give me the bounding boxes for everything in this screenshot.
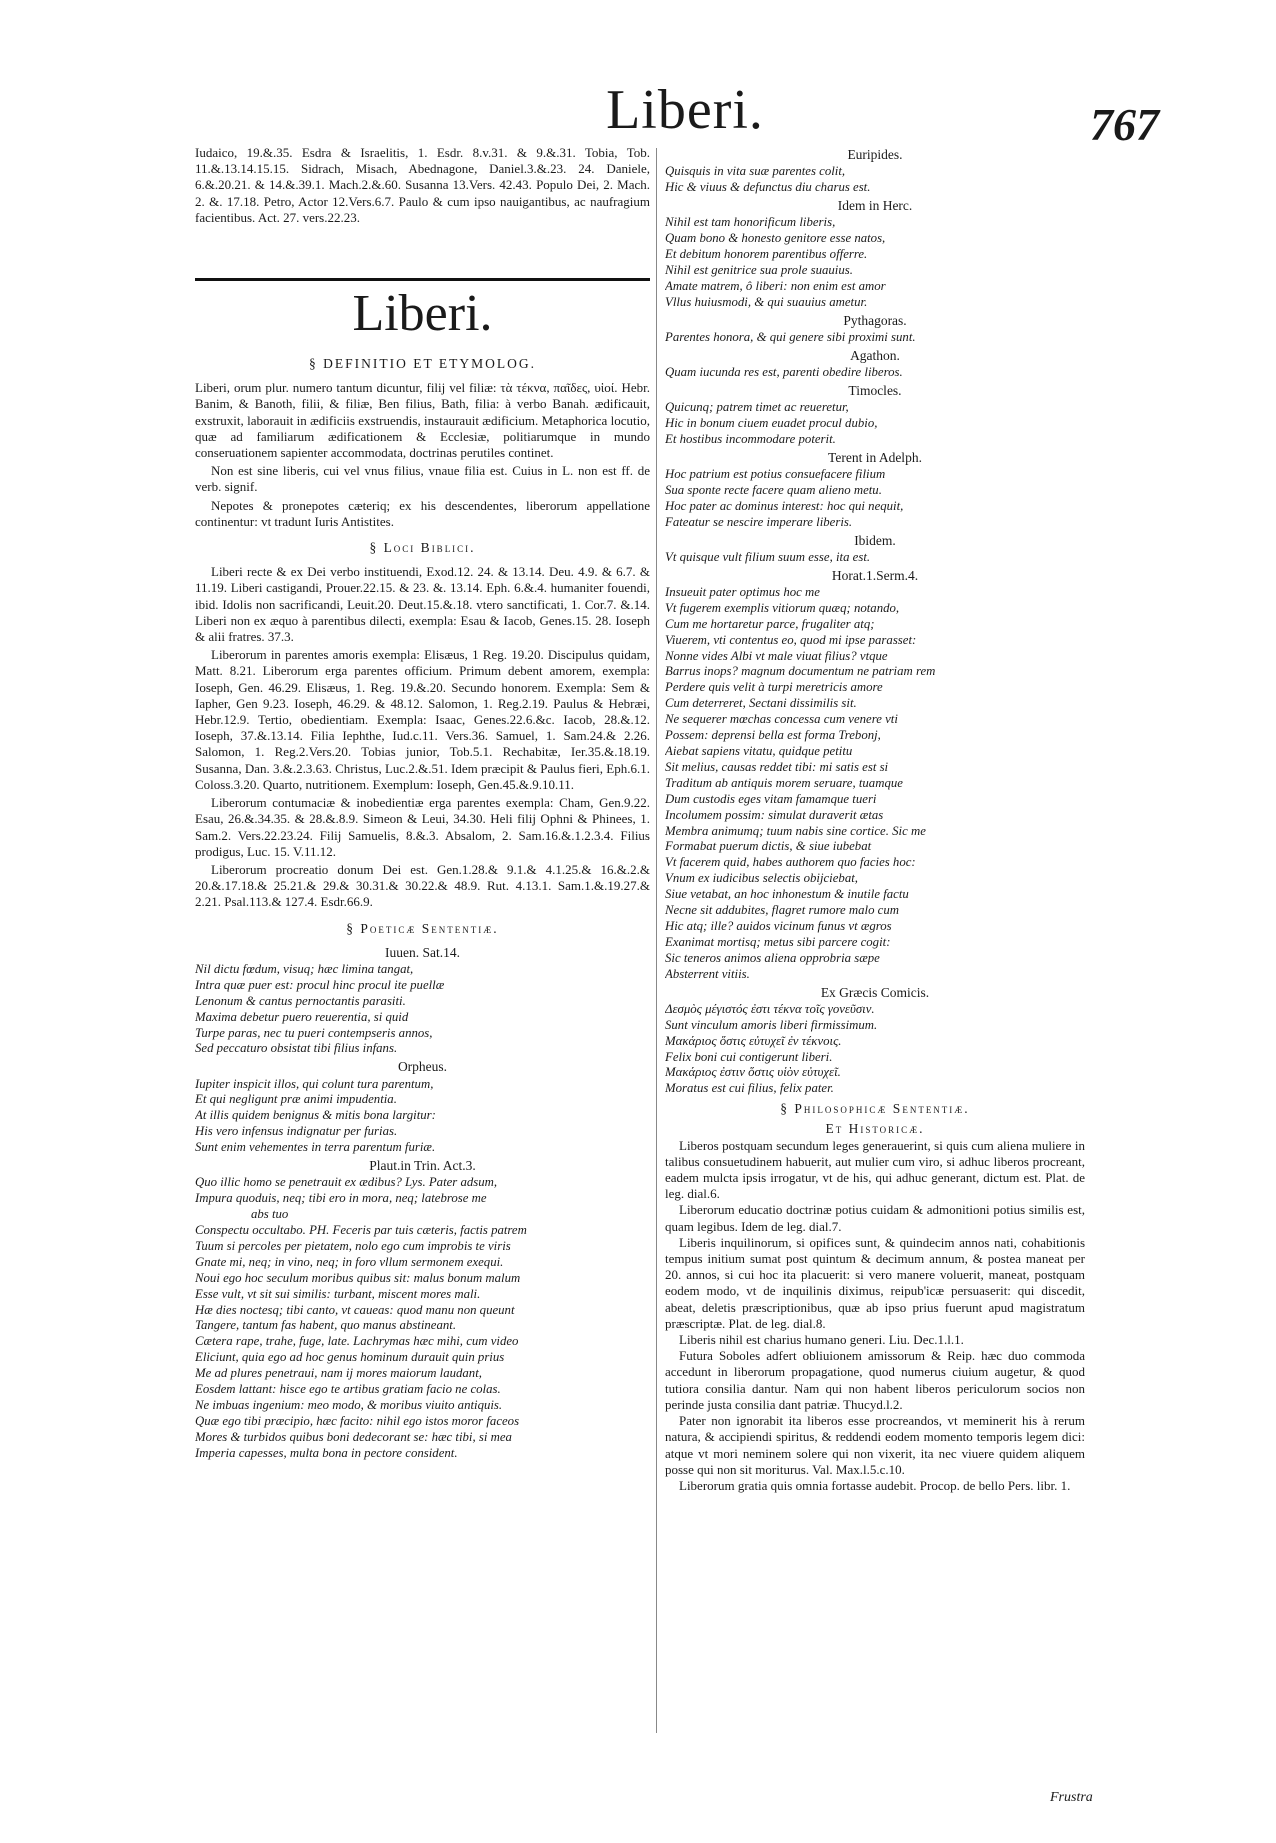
verse-source: Timocles. <box>848 382 902 398</box>
verse-line: Iupiter inspicit illos, qui colunt tura parentum, <box>195 1076 434 1091</box>
verse-line: Cætera rape, trahe, fuge, late. Lachrymas hæc mihi, cum video <box>195 1334 519 1349</box>
right-column <box>665 145 1085 1494</box>
verse-line: Nihil est genitrice sua prole suauius. <box>665 262 853 277</box>
verse-line: Hic atq; ille? auidos vicinum funus vt ægros <box>665 918 892 933</box>
verse-line: Incolumem possim: simulat duraverit ætas <box>665 807 884 822</box>
loci-paragraph: Liberorum procreatio donum Dei est. Gen.1.28.& 9.1.& 4.1.25.& 16.&.2.& 20.&.17.18.& 25.21.& 29.& 30.31.& 30.22.& 48.9. Rut. 4.13.1. Sam.1.&.19.27.& 2.21. Psal.113.& 127.4. Esdr.66.9. <box>195 861 650 910</box>
prose-paragraph: Liberis nihil est charius humano generi. Liu. Dec.1.l.1. <box>679 1332 964 1348</box>
verse-line: Sic teneros animos aliena opprobria sæpe <box>665 950 880 965</box>
verse-line: Imperia capesses, multa bona in pectore consident. <box>195 1445 458 1460</box>
verse-line: Fateatur se nescire imperare liberis. <box>665 514 853 529</box>
verse-line: Mores & turbidos quibus boni dedecorant se: hæc tibi, si mea <box>195 1429 512 1444</box>
verse-source: Idem in Herc. <box>837 198 913 214</box>
verse-line: Vllus huiusmodi, & qui suauius ametur. <box>665 294 868 309</box>
loci-paragraph: Liberorum contumaciæ & inobedientiæ erga parentes exempla: Cham, Gen.9.22. Esau, 26.&.34.35. & 28.&.8.9. Simeon & Leui, 34.30. Heli filij Ophni & Phinees, 1. Sam.2. Vers.22.23.24. Filij Samuelis, 8.&.3. Absalom, 2. Sam.16.&.1.2.3.4. Filius prodigus, Luc. 15. V.11.12. <box>195 795 650 859</box>
verse-line: Quam bono & honesto genitore esse natos, <box>665 231 886 246</box>
verse-line: Μακάριος ἐστιν ὅστις υἱὸν εὐτυχεῖ. <box>665 1065 841 1080</box>
verse-line: Intra quæ puer est: procul hinc procul ite puellæ <box>195 977 445 992</box>
verse-line: Possem: deprensi bella est forma Trebonj, <box>665 728 881 743</box>
verse-line: Dum custodis eges vitam famamque tueri <box>665 791 877 806</box>
definitio-paragraph: Non est sine liberis, cui vel vnus filius, vnaue filia est. Cuius in L. non est ff. de verb. signif. <box>195 463 650 495</box>
verse-line: Hic & viuus & defunctus diu charus est. <box>665 180 871 195</box>
verse-line: Felix boni cui contigerunt liberi. <box>665 1049 833 1064</box>
verse-line: Hæ dies noctesq; tibi canto, vt caueas: quod manu non queunt <box>195 1302 515 1317</box>
prose-paragraph: Liberorum educatio doctrinæ potius cuidam & admonitioni potius similis est, quam legibus. Idem de leg. dial.7. <box>665 1202 1085 1234</box>
verse-source: Plaut.in Trin. Act.3. <box>369 1158 476 1174</box>
verse-line: Sit melius, causas reddet tibi: mi satis est si <box>665 759 889 774</box>
verse-line: Me ad plures penetraui, nam ij mores maiorum laudant, <box>195 1366 482 1381</box>
section-heading-loci: § Loci Biblici. <box>369 540 476 556</box>
verse-line: Traditum ab antiquis morem seruare, tuamque <box>665 775 903 790</box>
verse-line: Δεσμὸς μέγιστός ἐστι τέκνα τοῖς γονεῦσιν. <box>665 1001 875 1016</box>
verse-line: Vt fugerem exemplis vitiorum quæq; notando, <box>665 600 900 615</box>
verse-line: Quicunq; patrem timet ac reueretur, <box>665 400 849 415</box>
verse-line: Impura quoduis, neq; tibi ero in mora, neq; latebrose me <box>195 1191 487 1206</box>
verse-line: Nihil est tam honorificum liberis, <box>665 215 836 230</box>
prose-paragraph: Liberis inquilinorum, si opifices sunt, & quindecim annos nati, cohabitionis tempus initium sumat post quintum & decimum annum, & postea maneat per 20. annos, si cui hoc ita placuerit: si vero manere voluerit, maneat, postquam eodem modo, vt de inquilinis diximus, reipub'icæ persuaserit: qui discedit, abeat, deletis præscriptionibus, quæ ab ipso prius fuerunt apud magistratum præscriptæ. Plat. de leg. dial.8. <box>665 1234 1085 1331</box>
verse-line: Moratus est cui filius, felix pater. <box>665 1081 834 1096</box>
running-head: Liberi. <box>606 79 764 141</box>
section-heading-historicae: Et Historicæ. <box>825 1121 925 1137</box>
verse-source: Horat.1.Serm.4. <box>831 567 919 583</box>
verse-line: Siue vetabat, an hoc inhonestum & inutile factu <box>665 887 909 902</box>
prose-paragraph: Pater non ignorabit ita liberos esse procreandos, vt meminerit his à rerum natura, & accipiendi spiritus, & reddendi eodem momento temporis legem dici: atque vt mori neminem solere qui non vixerit, ita nec viuere quidem aliquem posse qui non sit moriturus. Val. Max.l.5.c.10. <box>665 1413 1085 1477</box>
verse-source: Ibidem. <box>854 532 896 548</box>
verse-line: Ne imbuas ingenium: meo modo, & moribus viuito antiquis. <box>195 1397 503 1412</box>
verse-line: Tangere, tantum fas habent, quo manus abstineant. <box>195 1318 457 1333</box>
verse-line: Eliciunt, quia ego ad hoc genus hominum durauit quin prius <box>195 1350 505 1365</box>
verse-line: His vero infensus indignatur per furias. <box>195 1124 398 1139</box>
verse-line: Quisquis in vita suæ parentes colit, <box>665 164 846 179</box>
verse-line: Eosdem lattant: hisce ego te artibus gratiam facio ne colas. <box>195 1382 501 1397</box>
verse-line: Vt facerem quid, habes authorem quo facies hoc: <box>665 855 916 870</box>
verse-line: Tuum si percoles per pietatem, nolo ego cum improbis te viris <box>195 1238 511 1253</box>
verse-line: Cum deterreret, Sectani dissimilis sit. <box>665 696 857 711</box>
verse-source: Orpheus. <box>397 1059 448 1075</box>
verse-source: Iuuen. Sat.14. <box>385 944 460 960</box>
verse-line: Nil dictu fœdum, visuq; hæc limina tangat, <box>195 961 414 976</box>
verse-line: Quæ ego tibi præcipio, hæc facito: nihil ego istos moror faceos <box>195 1413 520 1428</box>
column-divider <box>656 148 657 1733</box>
verse-line: Et debitum honorem parentibus offerre. <box>665 247 868 262</box>
verse-line: Amate matrem, ô liberi: non enim est amor <box>665 278 886 293</box>
continuation-paragraph: Iudaico, 19.&.35. Esdra & Israelitis, 1. Esdr. 8.v.31. & 9.&.31. Tobia, Tob. 11.&.13.14.15.15. Sidrach, Misach, Abednagone, Daniel.3.&.23. 24. Daniele, 6.&.20.21. & 14.&.39.1. Mach.2.&.60. Susanna 13.Vers. 42.43. Populo Dei, 2. Mach. 2. &. 17.18. Petro, Actor 12.Vers.6.7. Paulo & cum ipso nauigantibus, ac naufragium facientibus. Act. 27. vers.22.23. <box>195 145 650 225</box>
left-column <box>195 145 650 1462</box>
verse-line: Quo illic homo se penetrauit ex ædibus? Lys. Pater adsum, <box>195 1175 498 1190</box>
verse-source: Euripides. <box>847 147 903 162</box>
prose-paragraph: Liberorum gratia quis omnia fortasse audebit. Procop. de bello Pers. libr. 1. <box>679 1477 1071 1493</box>
verse-line: Noui ego hoc seculum moribus quibus sit: malus bonum malum <box>195 1270 521 1285</box>
definitio-paragraph: Nepotes & pronepotes cæteriq; ex his descendentes, liberorum appellatione continentur: vt tradunt Iuris Antistites. <box>195 497 650 529</box>
verse-line: Sed peccaturo obsistat tibi filius infans. <box>195 1041 398 1056</box>
verse-line: Barrus inops? magnum documentum ne patriam rem <box>665 664 936 679</box>
verse-line: Aiebat sapiens vitatu, quidque petitu <box>665 744 853 758</box>
definitio-paragraph: Liberi, orum plur. numero tantum dicuntur, filij vel filiæ: τὰ τέκνα, παῖδες, υἱοί. Hebr. Banim, & Banoth, filii, & filiæ, Ben filius, Bath, filia: à verbo Banah. ædificauit, exstruxit, laborauit in ædificiis exstruendis, instaurauit ædificium. Metaphorica locutio, quæ ad familiarum ædificationem & Ecclesiæ, politiarumque in mundo conseruationem sapienter accommodata, doctrinas perutiles continet. <box>195 380 650 461</box>
verse-line: Quam iucunda res est, parenti obedire liberos. <box>665 364 903 379</box>
verse-line: Vt quisque vult filium suum esse, ita est. <box>665 549 871 564</box>
verse-line: Vnum ex iudicibus selectis obijciebat, <box>665 871 858 886</box>
verse-line: At illis quidem benignus & mitis bona largitur: <box>195 1108 436 1123</box>
spacer <box>195 226 650 262</box>
verse-source: Terent in Adelph. <box>828 449 922 465</box>
catchword: Frustra <box>1050 1790 1093 1805</box>
loci-paragraph: Liberi recte & ex Dei verbo instituendi, Exod.12. 24. & 13.14. Deu. 4.9. & 6.7. & 11.19. Liberi castigandi, Prouer.22.15. & 23. &. 13.14. Eph. 6.&.4. humaniter fouendi, ibid. Idolis non sacrificandi, Leuit.20. Deut.15.&.18. vtero sanctificati, 1. Cor.7. &.14. Liberi non ex æquo à parentibus dilecti, exempla: Esau & Iacob, Genes.15. 28. Ioseph & alii fratres. 37.3. <box>195 564 650 645</box>
verse-line: Sunt enim vehementes in terra parentum furiæ. <box>195 1140 436 1155</box>
verse-line: Hoc patrium est potius consuefacere filium <box>665 467 886 481</box>
verse-line: Ne sequerer mœchas concessa cum venere vti <box>665 712 898 727</box>
prose-paragraph: Futura Soboles adfert obliuionem amissorum & Reip. hæc duo commoda accedunt in liberorum propagatione, quod numerus ciuium augetur, & quod tutiora consilia dantur. Nam qui non habent liberos periculorum socios non perinde justa consilia dant patriæ. Thucyd.l.2. <box>665 1348 1085 1412</box>
verse-line: Perdere quis velit à turpi meretricis amore <box>665 680 883 695</box>
verse-line: Sunt vinculum amoris liberi firmissimum. <box>665 1017 878 1032</box>
verse-source: Pythagoras. <box>843 312 907 328</box>
verse-line: Turpe paras, nec tu pueri contempseris annos, <box>195 1025 433 1040</box>
verse-line: Membra animumq; tuum nabis sine cortice. Sic me <box>665 823 926 838</box>
verse-line: Et hostibus incommodare poterit. <box>665 431 836 446</box>
verse-line: Insueuit pater optimus hoc me <box>665 584 820 599</box>
verse-line: Maxima debetur puero reuerentia, si quid <box>195 1009 409 1024</box>
verse-line: Et qui negligunt præ animi impudentia. <box>195 1092 397 1107</box>
verse-line: Hic in bonum ciuem euadet procul dubio, <box>665 415 878 430</box>
verse-source: Ex Græcis Comicis. <box>820 984 930 1000</box>
verse-line: Formabat puerum dictis, & siue iubebat <box>665 839 872 854</box>
verse-line: Gnate mi, neq; in vino, neq; in foro vllum sermonem exequi. <box>195 1254 504 1269</box>
verse-line: Cum me hortaretur parce, frugaliter atq; <box>665 616 875 631</box>
verse-line: Hoc pater ac dominus interest: hoc qui nequit, <box>665 498 904 513</box>
entry-title: Liberi. <box>352 285 493 343</box>
verse-line: Parentes honora, & qui genere sibi proximi sunt. <box>665 329 916 344</box>
page-number: 767 <box>1090 99 1159 150</box>
verse-line: Μακάριος ὅστις εὐτυχεῖ ἐν τέκνοις. <box>665 1033 842 1048</box>
verse-line: Absterrent vitiis. <box>665 966 750 981</box>
verse-line: Exanimat mortisq; metus sibi parcere cogit: <box>665 934 891 949</box>
section-heading-poeticae: § Poeticæ Sententiæ. <box>346 920 499 936</box>
verse-line: Nonne vides Albi vt male viuat filius? vtque <box>665 648 888 663</box>
verse-line: abs tuo <box>251 1207 289 1222</box>
verse-source: Agathon. <box>850 347 900 363</box>
loci-paragraph: Liberorum in parentes amoris exempla: Elisæus, 1 Reg. 19.20. Discipulus quidam, Matt. 8.21. Liberorum erga parentes officium. Primum debent amorem, exempla: Ioseph, Gen. 46.29. Elisæus, 1. Reg. 19.&.20. Secundo honorem. Exempla: Sem & Iapher, Gen 9.23. Ioseph, 46.29. & 48.12. Salomon, 1. Reg.2.19. Paulus & Hebræi, Hebr.12.9. Tertio, obedientiam. Exempla: Isaac, Genes.22.6.&c. Iacob, 28.&.12. Ioseph, 37.&.13.14. Filia Iephthe, Iud.c.11. Vers.36. Samuel, 1. Sam.24.& 2.26. Salomon, 1. Reg.2.Vers.20. Tobias junior, Tob.5.1. Rechabitæ, Ier.35.&.18.19. Susanna, Dan. 3.&.2.3.63. Christus, Luc.2.&.51. Idem præcipit & Paulus fieri, Eph.6.1. Coloss.3.20. Quarto, nutritionem. Exemplum: Ioseph, Gen.45.&.9.10.11. <box>195 647 650 792</box>
verse-line: Conspectu occultabo. PH. Feceris par tuis cæteris, factis patrem <box>195 1223 527 1238</box>
verse-line: Lenonum & cantus pernoctantis parasiti. <box>195 993 406 1008</box>
verse-line: Sua sponte recte facere quam alieno metu. <box>665 482 882 497</box>
prose-paragraph: Liberos postquam secundum leges generauerint, si quis cum aliena muliere in talibus consuetudinem habuerit, aut mulier cum viro, si adhuc liberos procreant, eadem mulcta ipsis irrogatur, vt de his, qui adhuc generant, dictum est. Plat. de leg. dial.6. <box>665 1137 1085 1202</box>
section-heading-philosophicae: § Philosophicæ Sententiæ. <box>780 1101 970 1117</box>
verse-line: Viuerem, vti contentus eo, quod mi ipse parasset: <box>665 632 917 647</box>
verse-line: Necne sit addubites, flagret rumore malo cum <box>665 903 899 918</box>
verse-line: Esse vult, vt sit sui similis: turbant, miscent mores mali. <box>195 1286 481 1301</box>
section-heading-definitio: § DEFINITIO ET ETYMOLOG. <box>309 356 536 372</box>
